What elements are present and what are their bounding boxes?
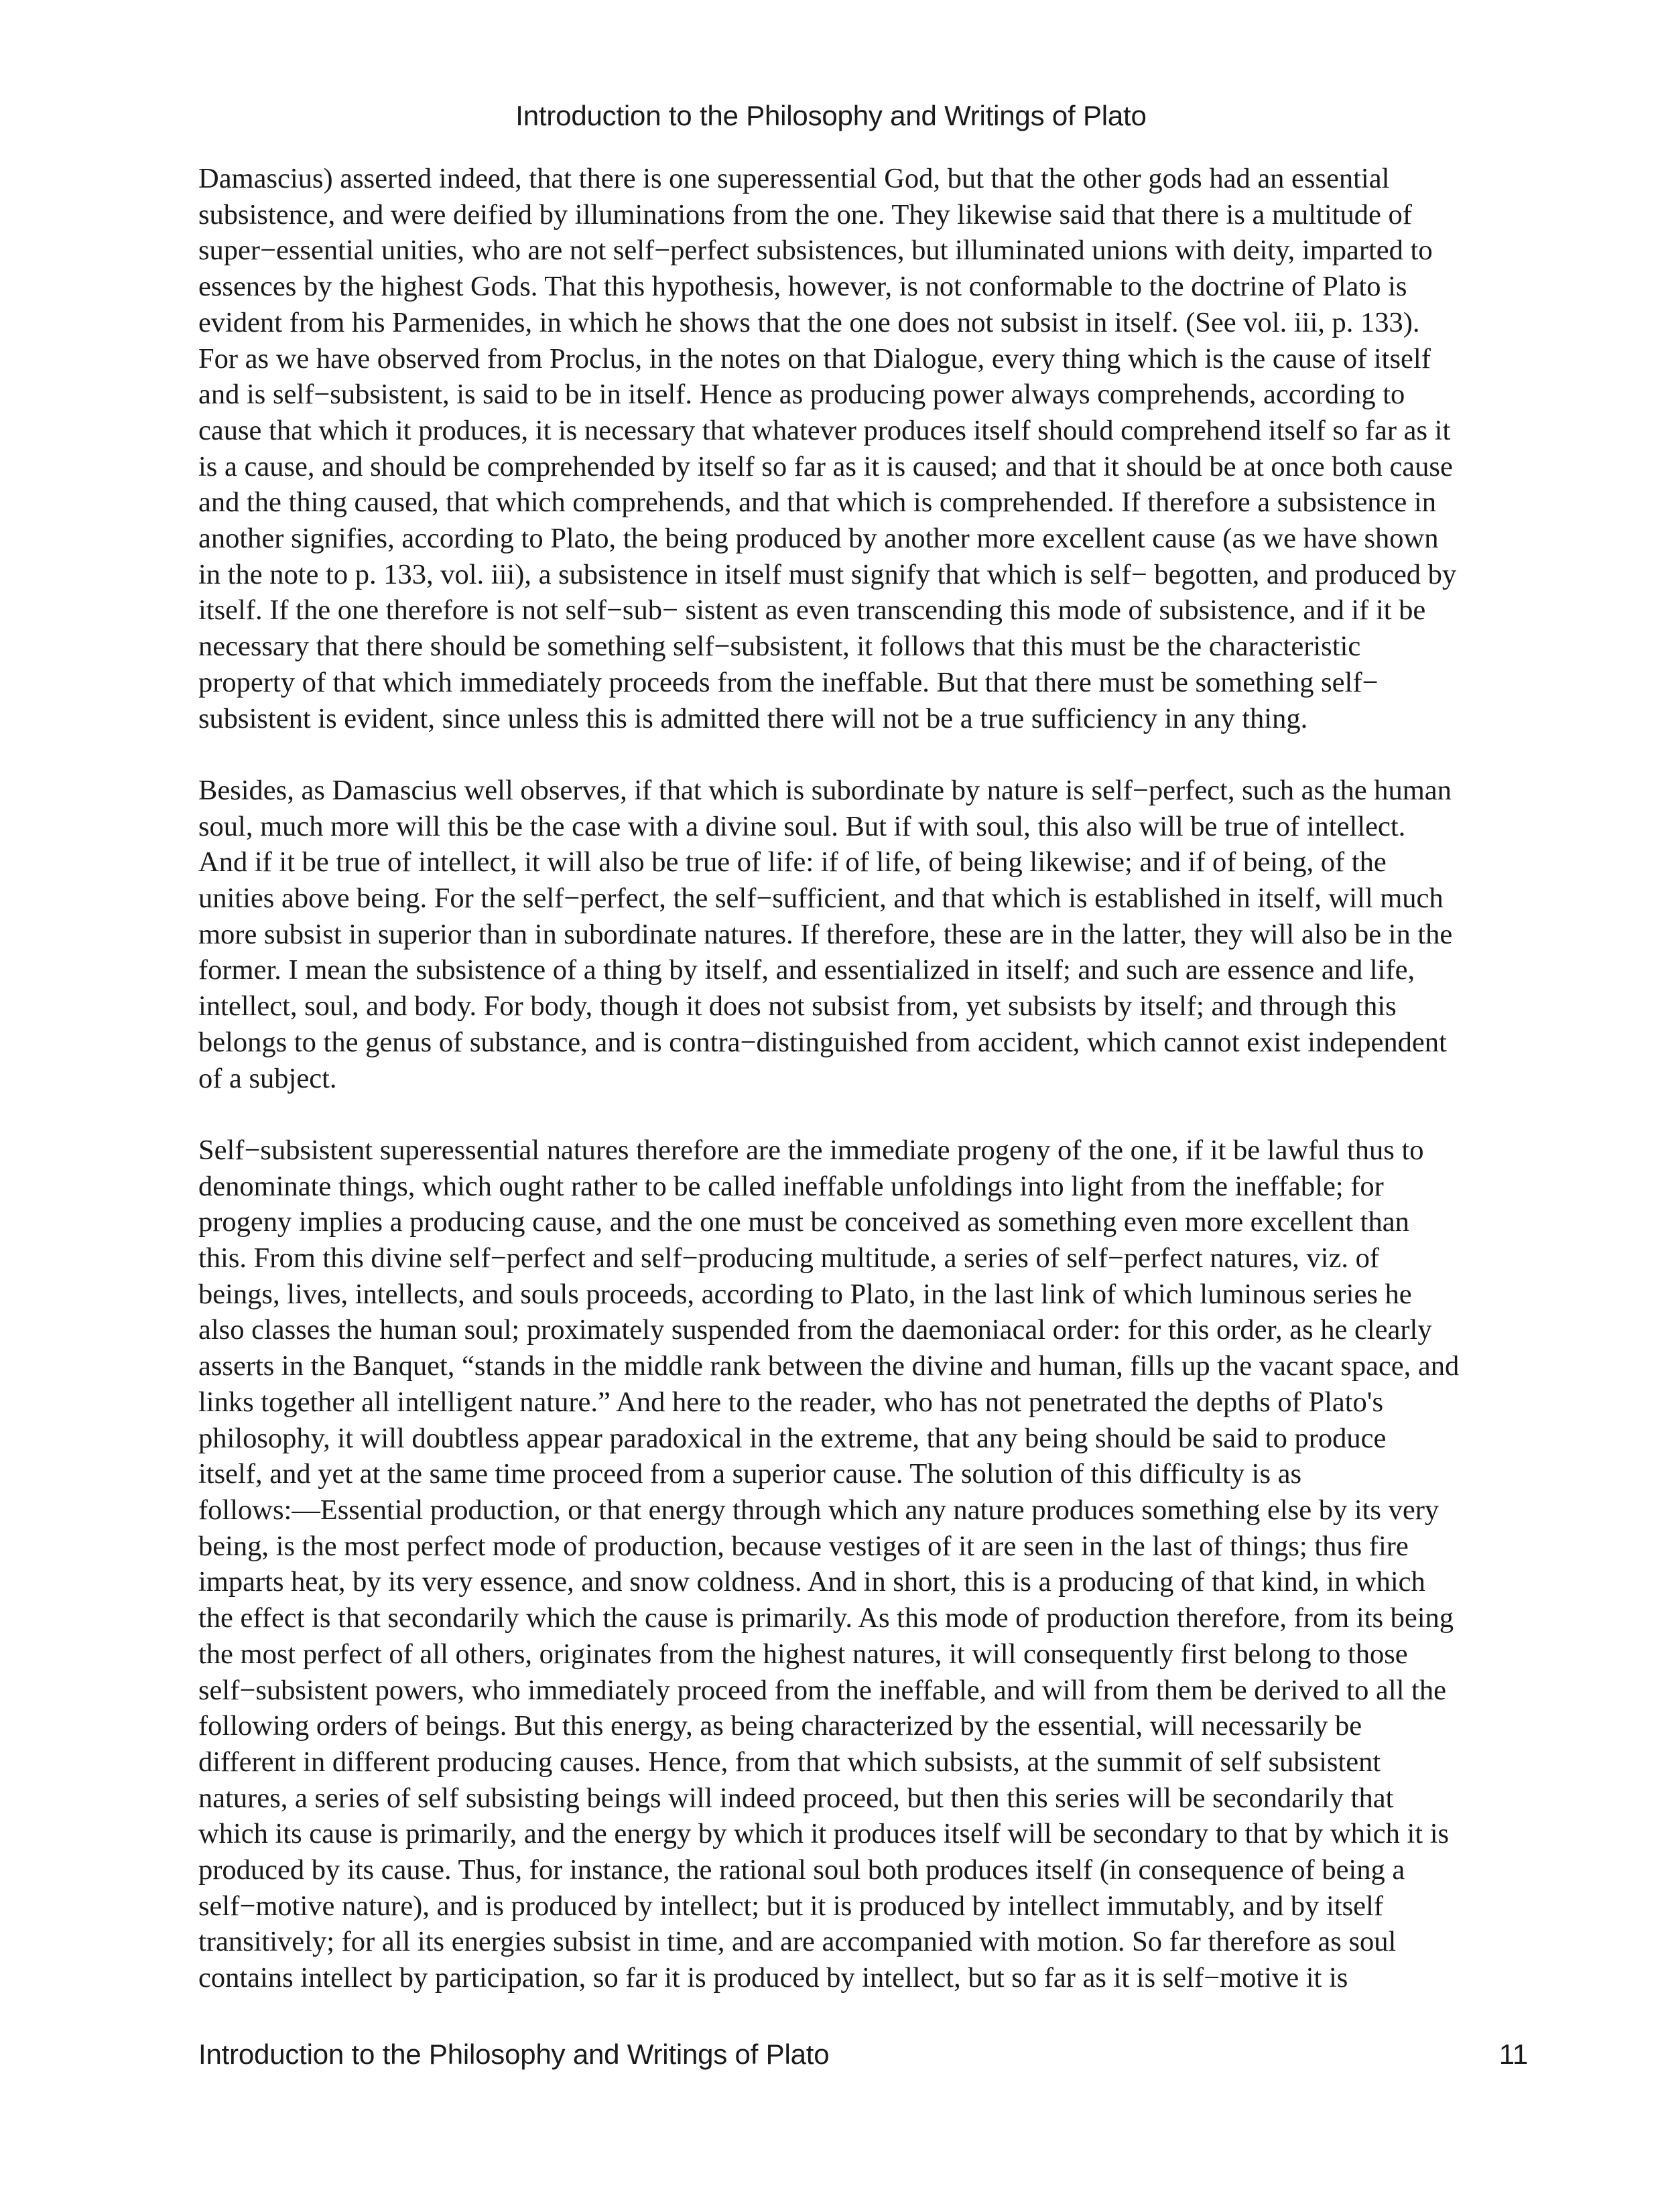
text-line: being, is the most perfect mode of production, because vestiges of it are seen in the last of things; thus fire xyxy=(198,1530,1409,1562)
text-line: essences by the highest Gods. That this hypothesis, however, is not conformable to the doctrine of Plato is xyxy=(198,271,1407,303)
text-line: intellect, soul, and body. For body, though it does not subsist from, yet subsists by itself; and through this xyxy=(198,990,1397,1023)
body-text xyxy=(198,161,1525,1996)
text-line: super−essential unities, who are not self−perfect subsistences, but illuminated unions with deity, imparted to xyxy=(198,235,1433,267)
text-line: belongs to the genus of substance, and is contra−distinguished from accident, which cannot exist independent xyxy=(198,1026,1447,1058)
text-line: another signifies, according to Plato, the being produced by another more excellent cause (as we have shown xyxy=(198,523,1439,555)
text-line: necessary that there should be something self−subsistent, it follows that this must be the characteristic xyxy=(198,631,1361,663)
text-line: subsistent is evident, since unless this is admitted there will not be a true sufficiency in any thing. xyxy=(198,702,1308,734)
text-line: self−subsistent powers, who immediately proceed from the ineffable, and will from them be derived to all the xyxy=(198,1674,1446,1706)
text-line: different in different producing causes. Hence, from that which subsists, at the summit of self subsistent xyxy=(198,1746,1381,1778)
text-line: and is self−subsistent, is said to be in itself. Hence as producing power always comprehends, according to xyxy=(198,379,1405,411)
text-line: philosophy, it will doubtless appear paradoxical in the extreme, that any being should be said to produce xyxy=(198,1422,1387,1454)
text-line: subsistence, and were deified by illuminations from the one. They likewise said that there is a multitude of xyxy=(198,198,1412,231)
text-line: itself, and yet at the same time proceed from a superior cause. The solution of this difficulty is as xyxy=(198,1458,1302,1490)
text-line: Self−subsistent superessential natures therefore are the immediate progeny of the one, if it be lawful thus to xyxy=(198,1134,1424,1166)
running-header: Introduction to the Philosophy and Writings of Plato xyxy=(515,100,1147,131)
text-line: itself. If the one therefore is not self−sub− sistent as even transcending this mode of subsistence, and if it be xyxy=(198,594,1426,627)
text-line: contains intellect by participation, so far it is produced by intellect, but so far as it is self−motive it is xyxy=(198,1962,1348,1994)
page-number: 11 xyxy=(1498,2038,1528,2070)
text-line: the effect is that secondarily which the cause is primarily. As this mode of production therefore, from its being xyxy=(198,1602,1454,1634)
text-line: is a cause, and should be comprehended by itself so far as it is caused; and that it should be at once both cause xyxy=(198,450,1453,482)
paragraph-gap xyxy=(198,736,1525,773)
text-line: the most perfect of all others, originates from the highest natures, it will consequently first belong to those xyxy=(198,1638,1408,1670)
text-line: links together all intelligent nature.” And here to the reader, who has not penetrated the depths of Plato's xyxy=(198,1386,1384,1418)
text-line: property of that which immediately proceeds from the ineffable. But that there must be something self− xyxy=(198,666,1379,698)
text-line: imparts heat, by its very essence, and snow coldness. And in short, this is a producing of that kind, in which xyxy=(198,1566,1425,1598)
paragraph xyxy=(198,161,1525,736)
text-line: Besides, as Damascius well observes, if that which is subordinate by nature is self−perfect, such as the human xyxy=(198,774,1452,806)
text-line: this. From this divine self−perfect and self−producing multitude, a series of self−perfect natures, viz. of xyxy=(198,1242,1379,1275)
text-line: self−motive nature), and is produced by intellect; but it is produced by intellect immutably, and by itself xyxy=(198,1890,1384,1922)
text-line: Damascius) asserted indeed, that there is one superessential God, but that the other gods had an essential xyxy=(198,163,1390,194)
text-line: transitively; for all its energies subsist in time, and are accompanied with motion. So far therefore as soul xyxy=(198,1926,1397,1958)
text-line: natures, a series of self subsisting beings will indeed proceed, but then this series will be secondarily that xyxy=(198,1782,1394,1814)
paragraph-gap xyxy=(198,1096,1525,1132)
text-line: For as we have observed from Proclus, in the notes on that Dialogue, every thing which is the cause of itself xyxy=(198,342,1431,375)
text-line: following orders of beings. But this energy, as being characterized by the essential, will necessarily be xyxy=(198,1710,1362,1742)
text-line: denominate things, which ought rather to be called ineffable unfoldings into light from the ineffable; for xyxy=(198,1170,1384,1202)
text-line: progeny implies a producing cause, and the one must be conceived as something even more excellent than xyxy=(198,1206,1409,1238)
text-line: soul, much more will this be the case with a divine soul. But if with soul, this also will be true of intellect. xyxy=(198,810,1406,842)
text-line: of a subject. xyxy=(198,1062,337,1094)
text-line: follows:—Essential production, or that energy through which any nature produces something else by its very xyxy=(198,1494,1440,1526)
text-line: asserts in the Banquet, “stands in the middle rank between the divine and human, fills up the vacant space, and xyxy=(198,1350,1460,1382)
text-line: unities above being. For the self−perfect, the self−sufficient, and that which is established in itself, will much xyxy=(198,883,1444,915)
text-line: produced by its cause. Thus, for instance, the rational soul both produces itself (in consequence of being a xyxy=(198,1854,1405,1886)
text-line: beings, lives, intellects, and souls proceeds, according to Plato, in the last link of which luminous series he xyxy=(198,1278,1412,1310)
text-line: former. I mean the subsistence of a thing by itself, and essentialized in itself; and such are essence and life, xyxy=(198,954,1415,986)
text-line: in the note to p. 133, vol. iii), a subsistence in itself must signify that which is self− begotten, and produced by xyxy=(198,558,1457,590)
paragraph xyxy=(198,1132,1525,1996)
text-line: and the thing caused, that which comprehends, and that which is comprehended. If therefore a subsistence in xyxy=(198,486,1436,519)
footer-title: Introduction to the Philosophy and Writings of Plato xyxy=(198,2038,830,2070)
paragraph xyxy=(198,773,1525,1096)
text-line: which its cause is primarily, and the energy by which it produces itself will be secondary to that by which it is xyxy=(198,1818,1450,1850)
text-line: more subsist in superior than in subordinate natures. If therefore, these are in the latter, they will also be in the xyxy=(198,918,1453,950)
text-line: also classes the human soul; proximately suspended from the daemoniacal order: for this order, as he clearly xyxy=(198,1314,1432,1346)
text-line: cause that which it produces, it is necessary that whatever produces itself should comprehend itself so far as it xyxy=(198,414,1451,446)
page-footer xyxy=(198,2037,1528,2072)
text-line: And if it be true of intellect, it will also be true of life: if of life, of being likewise; and if of being, of the xyxy=(198,846,1387,879)
text-line: evident from his Parmenides, in which he shows that the one does not subsist in itself. (See vol. iii, p. 133). xyxy=(198,306,1420,338)
